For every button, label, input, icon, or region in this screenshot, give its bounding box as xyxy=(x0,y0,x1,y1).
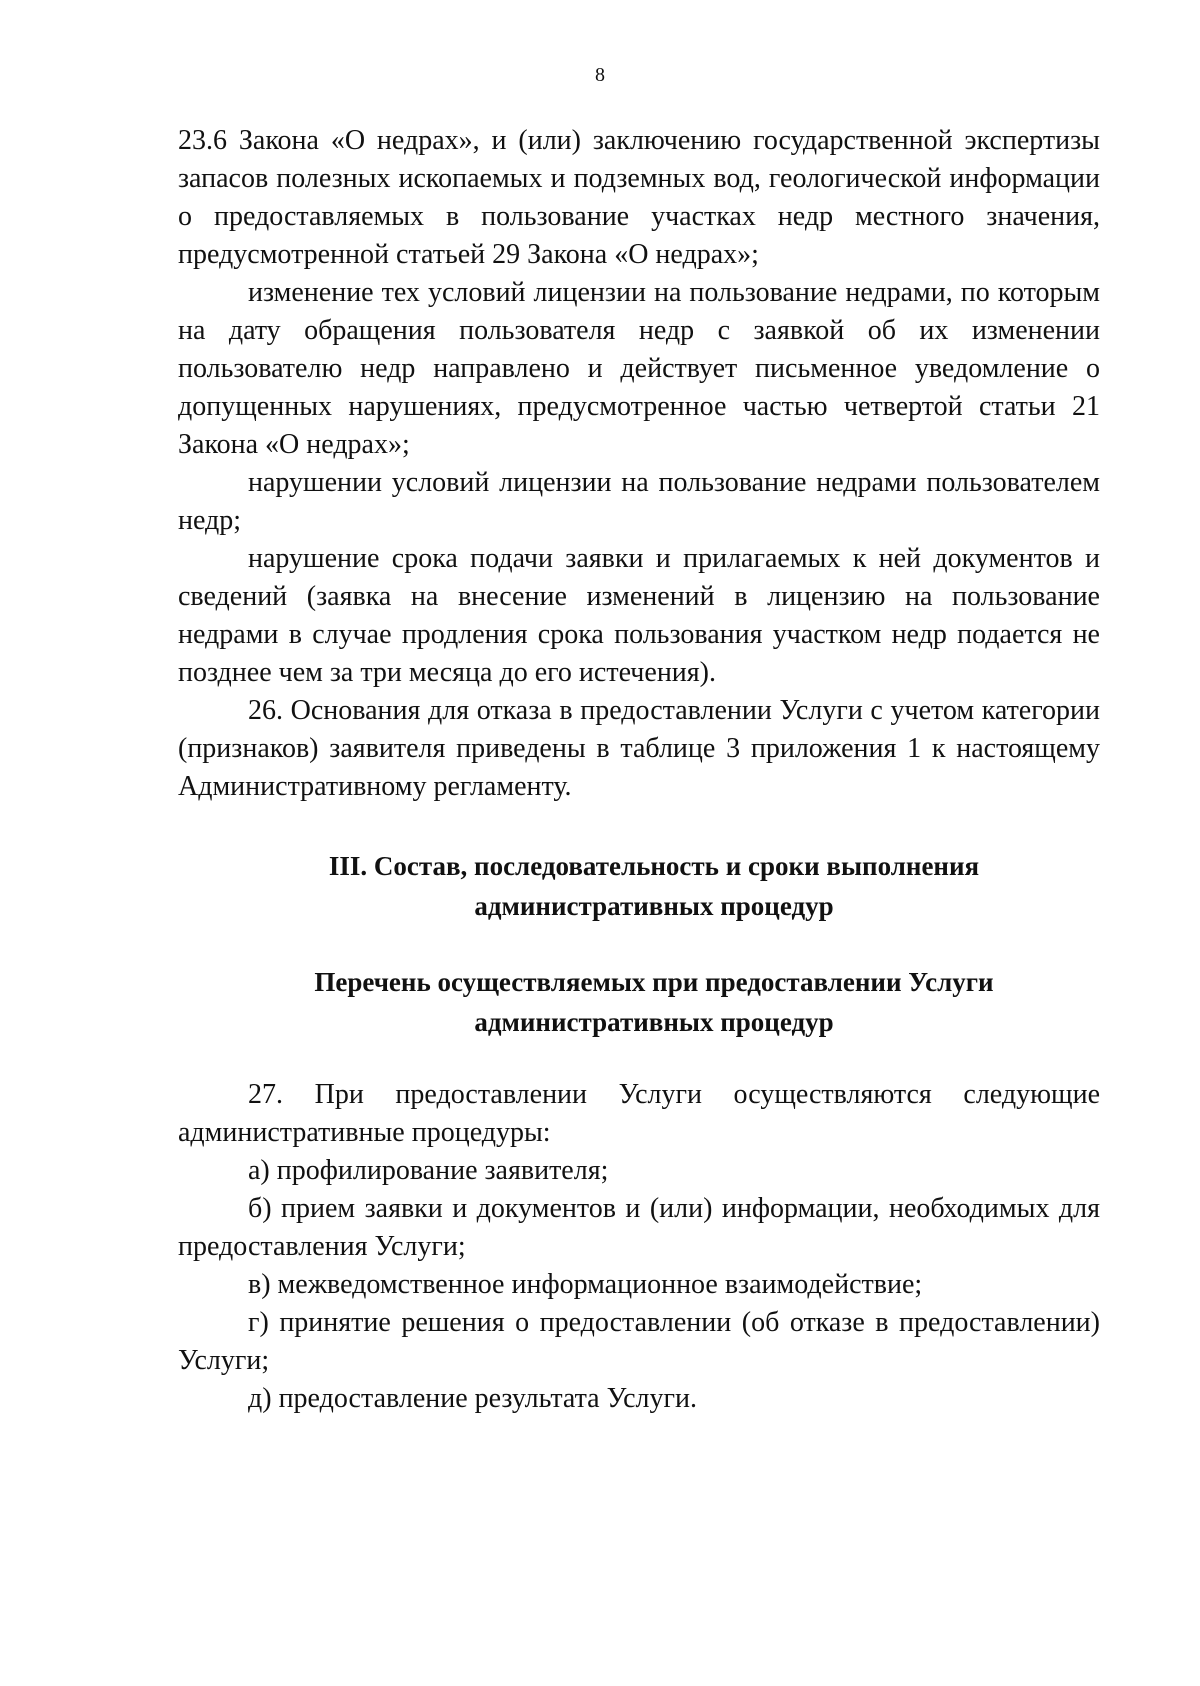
subsection-heading-line2: административных процедур xyxy=(474,1007,834,1037)
paragraph-continuation: 23.6 Закона «О недрах», и (или) заключению государственной экспертизы запасов полезных ископаемых и подземных вод, геологической информации о предоставляемых в пользование участках недр местного значения, предусмотренной статьей 29 Закона «О недрах»; xyxy=(178,125,1100,270)
page-number: 8 xyxy=(595,64,605,86)
list-item: а) профилирование заявителя; xyxy=(248,1155,609,1186)
list-item: б) прием заявки и документов и (или) информации, необходимых для предоставления Услуги; xyxy=(178,1193,1100,1262)
paragraph-26: 26. Основания для отказа в предоставлении Услуги с учетом категории (признаков) заявителя приведены в таблице 3 приложения 1 к настоящему Административному регламенту. xyxy=(178,695,1100,802)
list-item: д) предоставление результата Услуги. xyxy=(248,1383,697,1414)
subsection-heading-line1: Перечень осуществляемых при предоставлении Услуги xyxy=(314,967,994,997)
paragraph-deadline-violation: нарушение срока подачи заявки и прилагаемых к ней документов и сведений (заявка на внесение изменений в лицензию на пользование недрами в случае продления срока пользования участком недр подается не позднее чем за три месяца до его истечения). xyxy=(178,543,1100,688)
paragraph-license-change: изменение тех условий лицензии на пользование недрами, по которым на дату обращения пользователя недр с заявкой об их изменении пользователю недр направлено и действует письменное уведомление о допущенных нарушениях, предусмотренное частью четвертой статьи 21 Закона «О недрах»; xyxy=(178,277,1100,460)
list-item: г) принятие решения о предоставлении (об отказе в предоставлении) Услуги; xyxy=(178,1307,1100,1376)
section-heading-line1: III. Состав, последовательность и сроки выполнения xyxy=(328,851,980,881)
section-heading-line2: административных процедур xyxy=(474,891,834,921)
list-item: в) межведомственное информационное взаимодействие; xyxy=(248,1269,923,1300)
paragraph-27: 27. При предоставлении Услуги осуществляются следующие административные процедуры: xyxy=(178,1079,1100,1148)
paragraph-license-violation: нарушении условий лицензии на пользование недрами пользователем недр; xyxy=(178,467,1100,536)
procedures-list xyxy=(178,1152,1100,1418)
section-heading xyxy=(178,846,1100,926)
subsection-heading xyxy=(178,962,1100,1042)
document-body xyxy=(178,122,1100,1418)
